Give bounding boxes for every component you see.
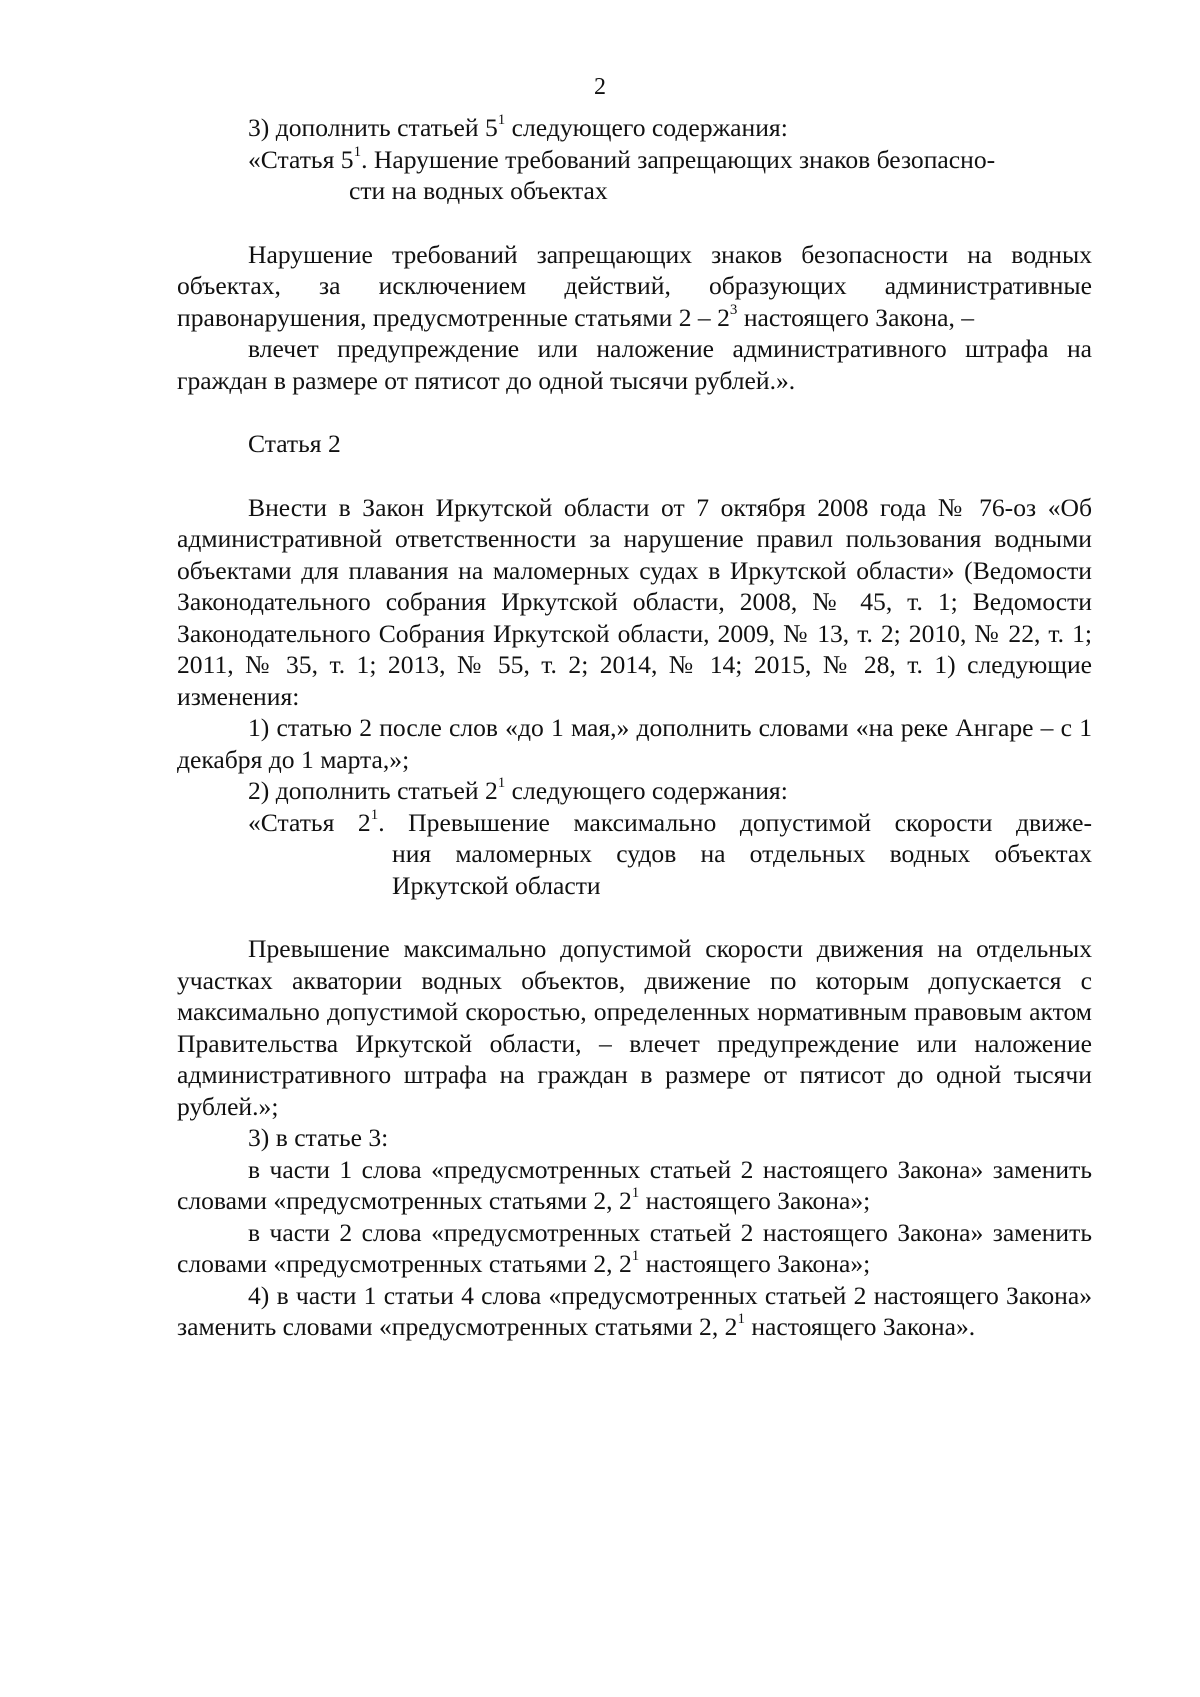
article-2-intro: Внести в Закон Иркутской области от 7 октября 2008 года № 76-оз «Об административной ответственности за нарушение правил пользования водными объектами для плавания на маломерных судах в Иркутской области» (Ведомости Законодательного собрания Иркутской области, 2008, № 45, т. 1; Ведомости Законодательного Собрания Иркутской области, 2009, № 13, т. 2; 2010, № 22, т. 1; 2011, № 35, т. 1; 2013, № 55, т. 2; 2014, № 14; 2015, № 28, т. 1) следующие изменения: (177, 492, 1092, 711)
article-2-item-4: 4) в части 1 статьи 4 слова «предусмотренных статьей 2 настоящего Закона» заменить словами «предусмотренных статьями 2, $2^1$ настоящего Закона». (177, 1280, 1092, 1341)
article-2-item-3: 3) в статье 3: (248, 1123, 389, 1152)
article-5-1-text: Нарушение требований запрещающих знаков безопасности на водных объектах, за исключением действий, образующих административные правонарушения, предусмотренные статьями $2 - 2^3$ настоящего Закона, – (177, 239, 1092, 332)
article-2-heading: Статья 2 (248, 429, 341, 458)
page-number: 2 (594, 74, 606, 100)
article-2-1-text: Превышение максимально допустимой скорости движения на отдельных участках акватории водных объектов, движение по которым допускается с максимально допустимой скоростью, определенных нормативным правовым актом Правительства Иркутской области, – влечет предупреждение или наложение административного штрафа на граждан в размере от пятисот до одной тысячи рублей.»; (177, 934, 1092, 1121)
article-2-1-title: «Статья $2^1$. Превышение максимально допустимой скорости движе- ния маломерных судов на отдельных водных объектах Иркутской области (248, 806, 1092, 900)
article-2-item-3-part-2: в части 2 слова «предусмотренных статьей 2 настоящего Закона» заменить словами «предусмотренных статьями 2, $2^1$ настоящего Закона»; (177, 1217, 1092, 1278)
article-5-1-title: «Статья $5^1$. Нарушение требований запрещающих знаков безопасно- сти на водных объектах (248, 143, 996, 205)
document-body (177, 112, 1092, 1343)
article-2-item-2: 2) дополнить статьей $2^1$ следующего содержания: (248, 775, 788, 805)
item-3-intro: 3) дополнить статьей $5^1$ следующего содержания: (248, 112, 788, 142)
article-5-1-penalty: влечет предупреждение или наложение административного штрафа на граждан в размере от пятисот до одной тысячи рублей.». (177, 334, 1092, 395)
article-2-item-3-part-1: в части 1 слова «предусмотренных статьей 2 настоящего Закона» заменить словами «предусмотренных статьями 2, $2^1$ настоящего Закона»; (177, 1154, 1092, 1215)
article-2-item-1: 1) статью 2 после слов «до 1 мая,» дополнить словами «на реке Ангаре – с 1 декабря до 1 марта,»; (177, 713, 1092, 774)
